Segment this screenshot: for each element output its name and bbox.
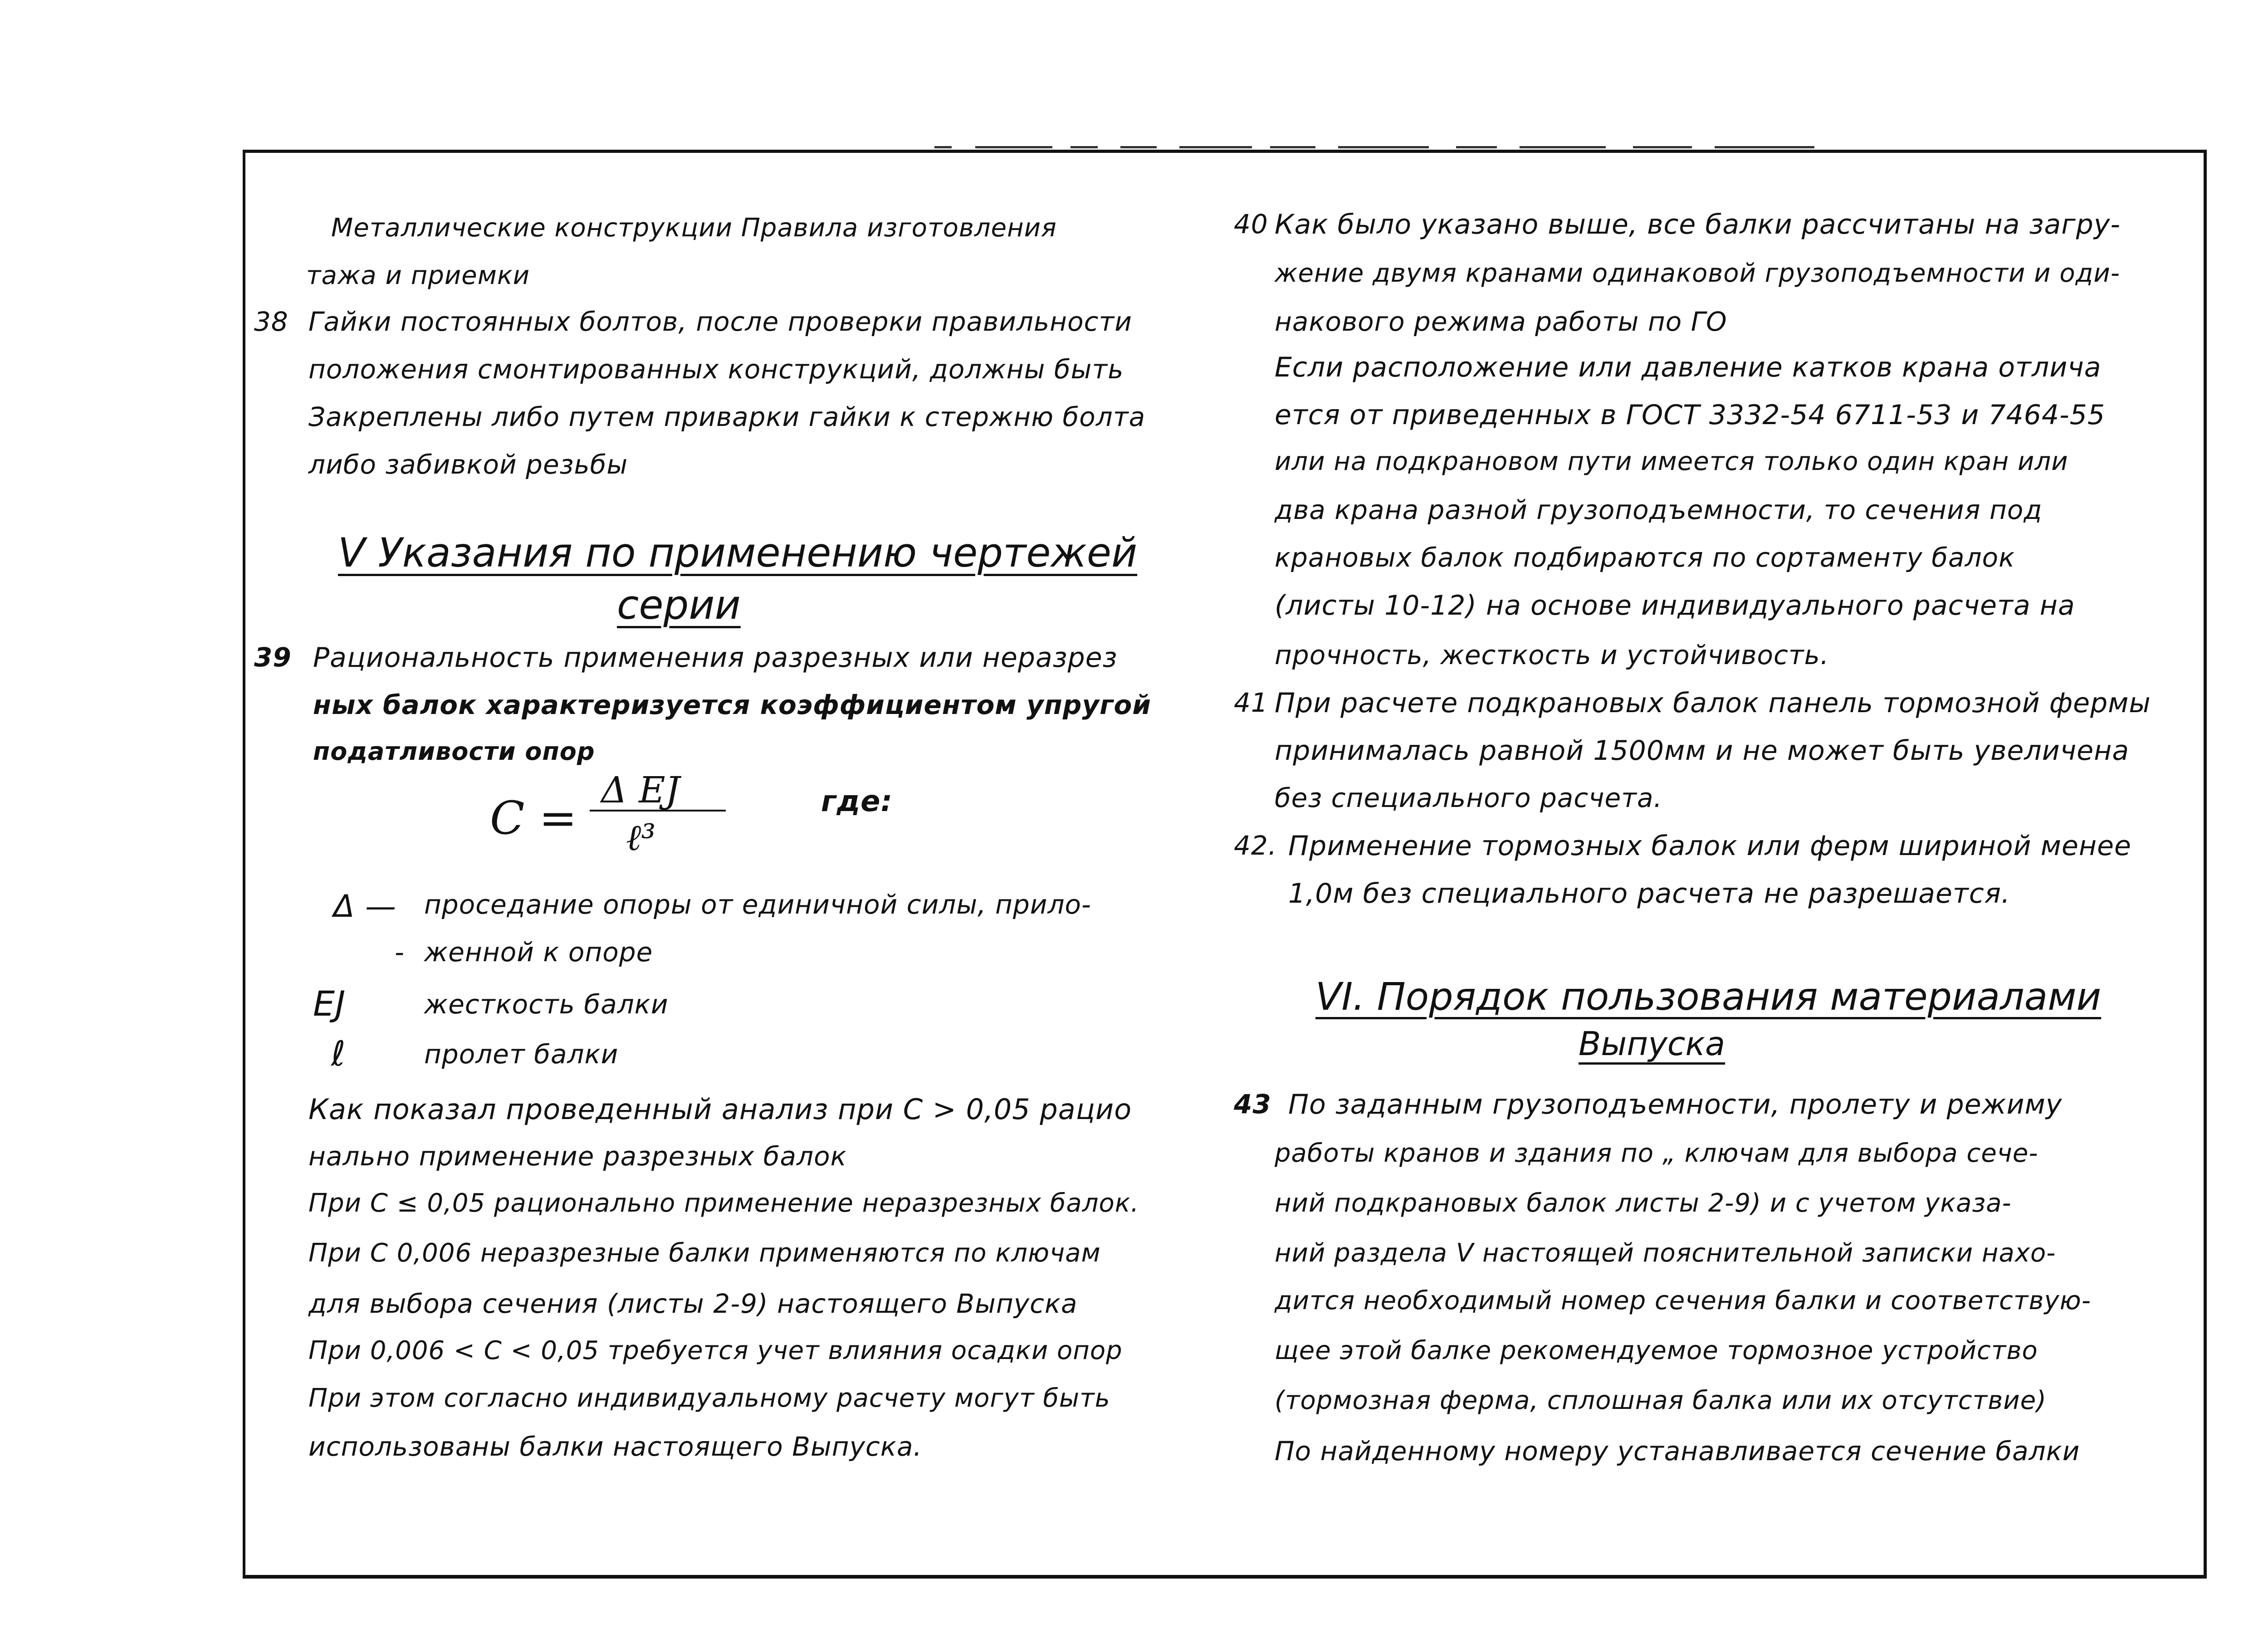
item-43-line-6: щее этой балке рекомендуемое тормозное устройство bbox=[1275, 1336, 2038, 1365]
item-38-line-4: либо забивкой резьбы bbox=[308, 449, 628, 480]
analysis-line-6: При 0,006 < C < 0,05 требуется учет влияния осадки опор bbox=[308, 1336, 1123, 1365]
intro-line-2: тажа и приемки bbox=[306, 261, 530, 290]
item-40-line-10: прочность, жесткость и устойчивость. bbox=[1275, 640, 1829, 670]
analysis-line-3: При C ≤ 0,05 рационально применение неразрезных балок. bbox=[308, 1188, 1139, 1218]
legend-symbol-l: ℓ bbox=[331, 1033, 346, 1074]
analysis-line-5: для выбора сечения (листы 2-9) настоящего Выпуска bbox=[308, 1288, 1078, 1319]
section-5-title: V Указания по применению чертежей bbox=[338, 529, 1138, 576]
analysis-line-8: использованы балки настоящего Выпуска. bbox=[308, 1431, 922, 1462]
legend-symbol-delta: Δ — bbox=[333, 889, 397, 924]
intro-line-1: Металлические конструкции Правила изготовления bbox=[331, 213, 1057, 243]
item-38-line-1: Гайки постоянных болтов, после проверки правильности bbox=[308, 306, 1132, 337]
legend-text-dash: женной к опоре bbox=[424, 937, 653, 968]
item-40-line-7: два крана разной грузоподъемности, то сечения под bbox=[1275, 494, 2043, 525]
item-39-line-3: податливости опор bbox=[313, 737, 595, 766]
item-43-number: 43 bbox=[1234, 1089, 1271, 1120]
item-38-line-2: положения смонтированных конструкций, должны быть bbox=[308, 354, 1124, 385]
legend-symbol-dash: - bbox=[395, 937, 405, 968]
item-43-line-5: дится необходимый номер сечения балки и соответствую- bbox=[1275, 1286, 2092, 1315]
item-38-line-3: Закреплены либо путем приварки гайки к стержню болта bbox=[308, 401, 1146, 432]
section-6-title-line-2: Выпуска bbox=[1579, 1025, 1725, 1063]
item-40-line-8: крановых балок подбираются по сортаменту балок bbox=[1275, 542, 2015, 573]
item-42-line-2: 1,0м без специального расчета не разрешается. bbox=[1288, 878, 2010, 909]
item-41-line-1: При расчете подкрановых балок панель тормозной фермы bbox=[1275, 687, 2151, 719]
item-40-number: 40 bbox=[1234, 209, 1268, 240]
analysis-line-4: При C 0,006 неразрезные балки применяются по ключам bbox=[308, 1238, 1101, 1268]
item-43-line-8: По найденному номеру устанавливается сечение балки bbox=[1275, 1436, 2080, 1467]
analysis-line-7: При этом согласно индивидуальному расчету могут быть bbox=[308, 1384, 1110, 1413]
item-43-line-3: ний подкрановых балок листы 2-9) и с учетом указа- bbox=[1275, 1188, 2012, 1218]
item-41-number: 41 bbox=[1234, 687, 1268, 718]
item-40-line-5: ется от приведенных в ГОСТ 3332-54 6711-53 и 7464-55 bbox=[1275, 399, 2106, 431]
item-43-line-4: ний раздела V настоящей пояснительной записки нахо- bbox=[1275, 1238, 2056, 1268]
legend-symbol-ej: EJ bbox=[313, 983, 346, 1024]
item-39-line-1: Рациональность применения разрезных или неразрез bbox=[313, 642, 1118, 674]
item-41-line-3: без специального расчета. bbox=[1275, 782, 1662, 813]
item-39-number: 39 bbox=[254, 642, 292, 673]
formula-denominator: ℓ³ bbox=[626, 816, 656, 859]
item-40-line-9: (листы 10-12) на основе индивидуального расчета на bbox=[1275, 590, 2075, 621]
formula-numerator: Δ EJ bbox=[601, 769, 680, 811]
formula-fraction-bar bbox=[590, 810, 726, 812]
formula-where: где: bbox=[821, 785, 893, 818]
item-39-line-2: ных балок характеризуется коэффициентом упругой bbox=[313, 689, 1152, 720]
analysis-line-1: Как показал проведенный анализ при C > 0,05 рацио bbox=[308, 1093, 1132, 1126]
formula-lhs: C = bbox=[490, 792, 577, 845]
item-40-line-2: жение двумя кранами одинаковой грузоподъемности и оди- bbox=[1275, 259, 2120, 288]
legend-text-l: пролет балки bbox=[424, 1039, 619, 1070]
legend-text-delta: проседание опоры от единичной силы, прило- bbox=[424, 889, 1091, 920]
item-38-number: 38 bbox=[254, 306, 288, 337]
item-43-line-2: работы кранов и здания по „ ключам для выбора сече- bbox=[1275, 1139, 2038, 1168]
item-42-number: 42. bbox=[1234, 830, 1277, 861]
item-40-line-3: накового режима работы по ГО bbox=[1275, 306, 1727, 337]
section-6-title: VI. Порядок пользования материалами bbox=[1315, 974, 2102, 1019]
item-40-line-4: Если расположение или давление катков крана отлича bbox=[1275, 352, 2102, 383]
legend-text-ej: жесткость балки bbox=[424, 989, 669, 1020]
analysis-line-2: нально применение разрезных балок bbox=[308, 1141, 847, 1172]
section-5-title-line-2: серии bbox=[617, 582, 741, 628]
item-43-line-7: (тормозная ферма, сплошная балка или их отсутствие) bbox=[1275, 1386, 2047, 1415]
item-40-line-1: Как было указано выше, все балки рассчитаны на загру- bbox=[1275, 209, 2121, 240]
item-40-line-6: или на подкрановом пути имеется только один кран или bbox=[1275, 447, 2068, 476]
item-43-line-1: По заданным грузоподъемности, пролету и режиму bbox=[1288, 1089, 2063, 1120]
item-41-line-2: принималась равной 1500мм и не может быть увеличена bbox=[1275, 735, 2130, 767]
item-42-line-1: Применение тормозных балок или ферм шириной менее bbox=[1288, 830, 2131, 862]
